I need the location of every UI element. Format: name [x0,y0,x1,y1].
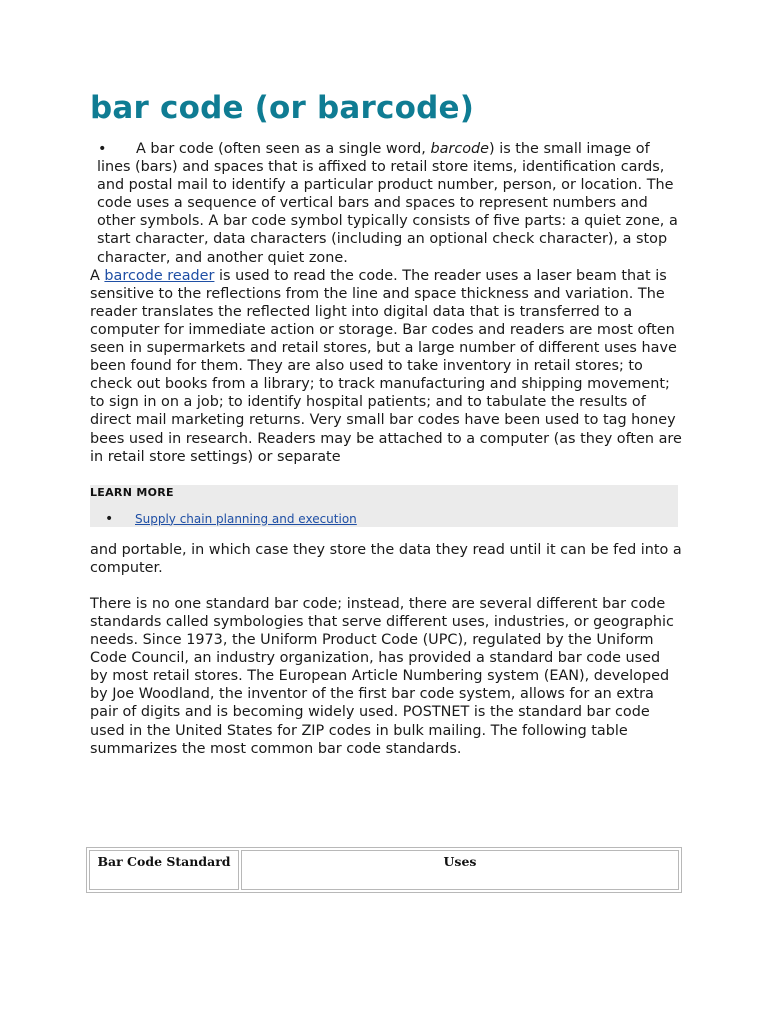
paragraph-reader [90,267,682,466]
paragraph-standards: There is no one standard bar code; instead, there are several different bar code standards called symbologies that serve different uses, industries, or geographic needs. Since 1973, the Uniform Product Code (UPC), regulated by the Uniform Code Council, an industry organization, has provided a standard bar code used by most retail stores. The European Article Numbering system (EAN), developed by Joe Woodland, the inventor of the first bar code system, allows for an extra pair of digits and is becoming widely used. POSTNET is the standard bar code used in the United States for ZIP codes in bulk mailing. The following table summarizes the most common bar code standards. [90,595,674,757]
standards-table-grid [87,848,681,892]
learn-more-title: LEARN MORE [90,485,174,499]
standards-table [86,847,682,893]
paragraph-text-start: A [90,267,105,284]
page-title: bar code (or barcode) [90,90,475,126]
paragraph-text-end: is used to read the code. The reader uses a laser beam that is sensitive to the reflections from the line and space thickness and variation. The reader translates the reflected light into digital data that is transferred to a computer for immediate action or storage. Bar codes and readers are most often seen in supermarkets and retail stores, but a large number of different uses have been found for them. They are also used to take inventory in retail stores; to check out books from a library; to track manufacturing and shipping movement; to sign in on a job; to identify hospital patients; and to tabulate the results of direct mail marketing returns. Very small bar codes have been used to tag honey bees used in research. Readers may be attached to a computer (as they often are in retail store settings) or separate [90,267,682,465]
supply-chain-link[interactable]: Supply chain planning and execution [135,511,357,526]
bullet-marker: • [98,141,107,157]
intro-italic-term: barcode [430,141,490,157]
intro-text-end: ) is the small image of lines (bars) and spaces that is affixed to retail store items, identification cards, and postal mail to identify a particular product number, person, or location. The code uses a sequence of vertical bars and spaces to represent numbers and other symbols. A bar code symbol typically consists of five parts: a quiet zone, a start character, data characters (including an optional check character), a stop character, and another quiet zone. [97,141,678,266]
list-item [97,140,682,267]
document-page [90,86,682,758]
barcode-reader-link[interactable]: barcode reader [104,267,215,284]
bullet-marker: • [105,510,114,527]
learn-more-item [105,512,357,527]
header-uses: Uses [241,850,679,890]
table-header-row [89,850,679,890]
header-bar-code-standard: Bar Code Standard [89,850,239,890]
paragraph-continued: and portable, in which case they store the data they read until it can be fed into a computer. [90,541,682,576]
intro-text-start: A bar code (often seen as a single word, [136,141,431,157]
intro-list [90,140,682,267]
learn-more-box [90,485,678,527]
